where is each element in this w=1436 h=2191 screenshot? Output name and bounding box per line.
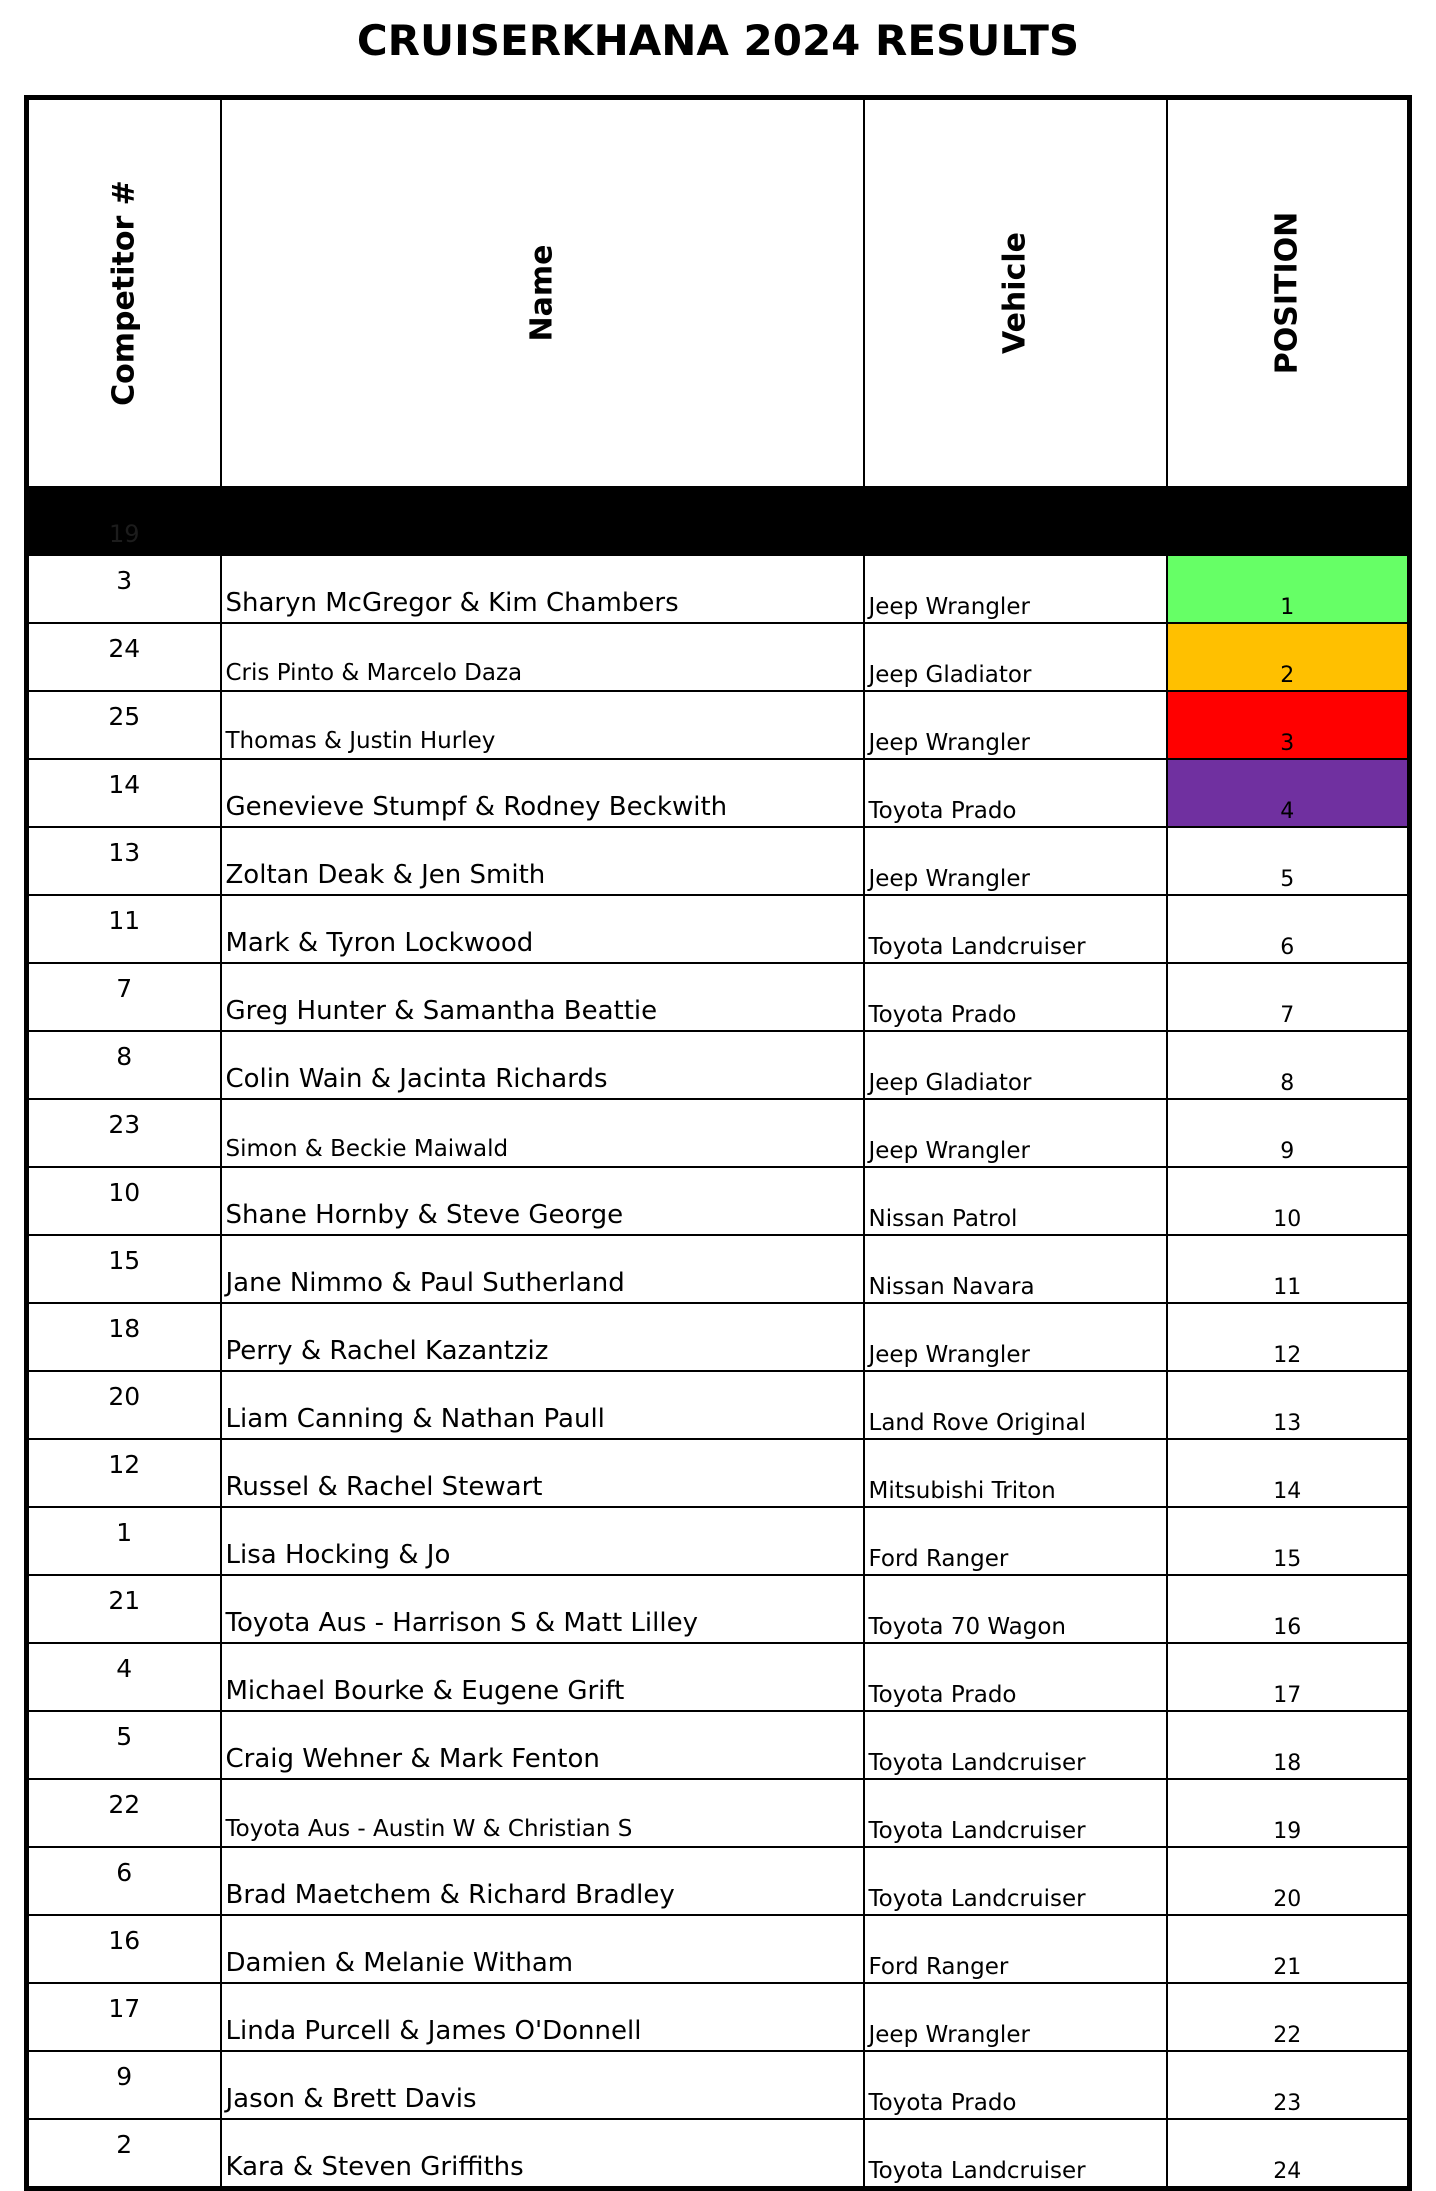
competitor-number: 10 bbox=[27, 1167, 221, 1235]
position: 22 bbox=[1167, 1983, 1410, 2051]
competitor-number: 7 bbox=[27, 963, 221, 1031]
vehicle: Jeep Wrangler bbox=[864, 1099, 1167, 1167]
table-row bbox=[27, 1167, 1410, 1235]
competitor-number: 18 bbox=[27, 1303, 221, 1371]
table-row bbox=[27, 1575, 1410, 1643]
competitor-number: 5 bbox=[27, 1711, 221, 1779]
results-table bbox=[24, 95, 1412, 2191]
header-position bbox=[1167, 98, 1410, 488]
table-row bbox=[27, 555, 1410, 623]
header-competitor-label: Competitor # bbox=[106, 180, 142, 406]
table-row bbox=[27, 1507, 1410, 1575]
competitor-name: Toyota Aus - Harrison S & Matt Lilley bbox=[221, 1575, 864, 1643]
position: 18 bbox=[1167, 1711, 1410, 1779]
highlighted-row-competitor: 19 bbox=[27, 487, 221, 555]
competitor-name: Damien & Melanie Witham bbox=[221, 1915, 864, 1983]
vehicle: Jeep Wrangler bbox=[864, 1303, 1167, 1371]
vehicle: Jeep Gladiator bbox=[864, 623, 1167, 691]
highlighted-row-position bbox=[1167, 487, 1410, 555]
header-vehicle bbox=[864, 98, 1167, 488]
table-row bbox=[27, 1915, 1410, 1983]
table-row bbox=[27, 1643, 1410, 1711]
vehicle: Jeep Gladiator bbox=[864, 1031, 1167, 1099]
competitor-name: Perry & Rachel Kazantziz bbox=[221, 1303, 864, 1371]
vehicle: Mitsubishi Triton bbox=[864, 1439, 1167, 1507]
header-row bbox=[27, 98, 1410, 488]
table-row bbox=[27, 827, 1410, 895]
vehicle: Toyota Prado bbox=[864, 1643, 1167, 1711]
vehicle: Jeep Wrangler bbox=[864, 691, 1167, 759]
vehicle: Land Rove Original bbox=[864, 1371, 1167, 1439]
position: 2 bbox=[1167, 623, 1410, 691]
competitor-number: 23 bbox=[27, 1099, 221, 1167]
header-position-label: POSITION bbox=[1269, 211, 1305, 375]
position: 4 bbox=[1167, 759, 1410, 827]
table-row bbox=[27, 2119, 1410, 2189]
header-name bbox=[221, 98, 864, 488]
competitor-number: 1 bbox=[27, 1507, 221, 1575]
table-row bbox=[27, 1439, 1410, 1507]
competitor-number: 9 bbox=[27, 2051, 221, 2119]
table-row bbox=[27, 1099, 1410, 1167]
position: 10 bbox=[1167, 1167, 1410, 1235]
competitor-name: Simon & Beckie Maiwald bbox=[221, 1099, 864, 1167]
vehicle: Toyota Landcruiser bbox=[864, 895, 1167, 963]
competitor-name: Cris Pinto & Marcelo Daza bbox=[221, 623, 864, 691]
table-row bbox=[27, 2051, 1410, 2119]
competitor-name: Greg Hunter & Samantha Beattie bbox=[221, 963, 864, 1031]
table-row bbox=[27, 759, 1410, 827]
position: 13 bbox=[1167, 1371, 1410, 1439]
vehicle: Ford Ranger bbox=[864, 1915, 1167, 1983]
page-title: CRUISERKHANA 2024 RESULTS bbox=[356, 16, 1080, 65]
competitor-number: 6 bbox=[27, 1847, 221, 1915]
competitor-number: 15 bbox=[27, 1235, 221, 1303]
position: 17 bbox=[1167, 1643, 1410, 1711]
table-row bbox=[27, 1983, 1410, 2051]
header-vehicle-label: Vehicle bbox=[997, 232, 1033, 354]
competitor-number: 21 bbox=[27, 1575, 221, 1643]
position: 15 bbox=[1167, 1507, 1410, 1575]
highlighted-row bbox=[27, 487, 1410, 555]
position: 20 bbox=[1167, 1847, 1410, 1915]
highlighted-row-vehicle bbox=[864, 487, 1167, 555]
vehicle: Toyota Prado bbox=[864, 2051, 1167, 2119]
position: 16 bbox=[1167, 1575, 1410, 1643]
vehicle: Jeep Wrangler bbox=[864, 827, 1167, 895]
vehicle: Jeep Wrangler bbox=[864, 1983, 1167, 2051]
vehicle: Ford Ranger bbox=[864, 1507, 1167, 1575]
vehicle: Jeep Wrangler bbox=[864, 555, 1167, 623]
competitor-number: 22 bbox=[27, 1779, 221, 1847]
table-row bbox=[27, 1031, 1410, 1099]
vehicle: Toyota Landcruiser bbox=[864, 1779, 1167, 1847]
competitor-number: 16 bbox=[27, 1915, 221, 1983]
table-row bbox=[27, 623, 1410, 691]
vehicle: Nissan Patrol bbox=[864, 1167, 1167, 1235]
table-row bbox=[27, 1371, 1410, 1439]
position: 9 bbox=[1167, 1099, 1410, 1167]
competitor-name: Liam Canning & Nathan Paull bbox=[221, 1371, 864, 1439]
vehicle: Toyota Prado bbox=[864, 963, 1167, 1031]
vehicle: Toyota Landcruiser bbox=[864, 1711, 1167, 1779]
table-row bbox=[27, 1235, 1410, 1303]
vehicle: Toyota Landcruiser bbox=[864, 2119, 1167, 2189]
competitor-number: 14 bbox=[27, 759, 221, 827]
competitor-name: Sharyn McGregor & Kim Chambers bbox=[221, 555, 864, 623]
competitor-number: 11 bbox=[27, 895, 221, 963]
competitor-name: Brad Maetchem & Richard Bradley bbox=[221, 1847, 864, 1915]
competitor-number: 8 bbox=[27, 1031, 221, 1099]
vehicle: Toyota 70 Wagon bbox=[864, 1575, 1167, 1643]
table-row bbox=[27, 1711, 1410, 1779]
competitor-number: 2 bbox=[27, 2119, 221, 2189]
competitor-number: 24 bbox=[27, 623, 221, 691]
position: 11 bbox=[1167, 1235, 1410, 1303]
competitor-number: 4 bbox=[27, 1643, 221, 1711]
competitor-name: Thomas & Justin Hurley bbox=[221, 691, 864, 759]
competitor-name: Genevieve Stumpf & Rodney Beckwith bbox=[221, 759, 864, 827]
table-row bbox=[27, 895, 1410, 963]
competitor-name: Shane Hornby & Steve George bbox=[221, 1167, 864, 1235]
competitor-number: 17 bbox=[27, 1983, 221, 2051]
position: 19 bbox=[1167, 1779, 1410, 1847]
competitor-name: Michael Bourke & Eugene Grift bbox=[221, 1643, 864, 1711]
competitor-number: 13 bbox=[27, 827, 221, 895]
vehicle: Nissan Navara bbox=[864, 1235, 1167, 1303]
competitor-name: Jason & Brett Davis bbox=[221, 2051, 864, 2119]
competitor-number: 12 bbox=[27, 1439, 221, 1507]
competitor-number: 20 bbox=[27, 1371, 221, 1439]
table-row bbox=[27, 1303, 1410, 1371]
position: 6 bbox=[1167, 895, 1410, 963]
position: 21 bbox=[1167, 1915, 1410, 1983]
position: 5 bbox=[1167, 827, 1410, 895]
table-row bbox=[27, 691, 1410, 759]
table-row bbox=[27, 1847, 1410, 1915]
competitor-name: Jane Nimmo & Paul Sutherland bbox=[221, 1235, 864, 1303]
vehicle: Toyota Landcruiser bbox=[864, 1847, 1167, 1915]
table-row bbox=[27, 963, 1410, 1031]
competitor-name: Toyota Aus - Austin W & Christian S bbox=[221, 1779, 864, 1847]
competitor-name: Kara & Steven Griffiths bbox=[221, 2119, 864, 2189]
table-row bbox=[27, 1779, 1410, 1847]
highlighted-row-name bbox=[221, 487, 864, 555]
position: 8 bbox=[1167, 1031, 1410, 1099]
position: 24 bbox=[1167, 2119, 1410, 2189]
competitor-name: Craig Wehner & Mark Fenton bbox=[221, 1711, 864, 1779]
competitor-name: Russel & Rachel Stewart bbox=[221, 1439, 864, 1507]
competitor-name: Colin Wain & Jacinta Richards bbox=[221, 1031, 864, 1099]
position: 3 bbox=[1167, 691, 1410, 759]
header-name-label: Name bbox=[524, 244, 560, 342]
competitor-number: 3 bbox=[27, 555, 221, 623]
competitor-name: Lisa Hocking & Jo bbox=[221, 1507, 864, 1575]
position: 23 bbox=[1167, 2051, 1410, 2119]
position: 14 bbox=[1167, 1439, 1410, 1507]
competitor-name: Linda Purcell & James O'Donnell bbox=[221, 1983, 864, 2051]
position: 12 bbox=[1167, 1303, 1410, 1371]
header-competitor bbox=[27, 98, 221, 488]
competitor-name: Mark & Tyron Lockwood bbox=[221, 895, 864, 963]
vehicle: Toyota Prado bbox=[864, 759, 1167, 827]
competitor-name: Zoltan Deak & Jen Smith bbox=[221, 827, 864, 895]
position: 1 bbox=[1167, 555, 1410, 623]
competitor-number: 25 bbox=[27, 691, 221, 759]
position: 7 bbox=[1167, 963, 1410, 1031]
